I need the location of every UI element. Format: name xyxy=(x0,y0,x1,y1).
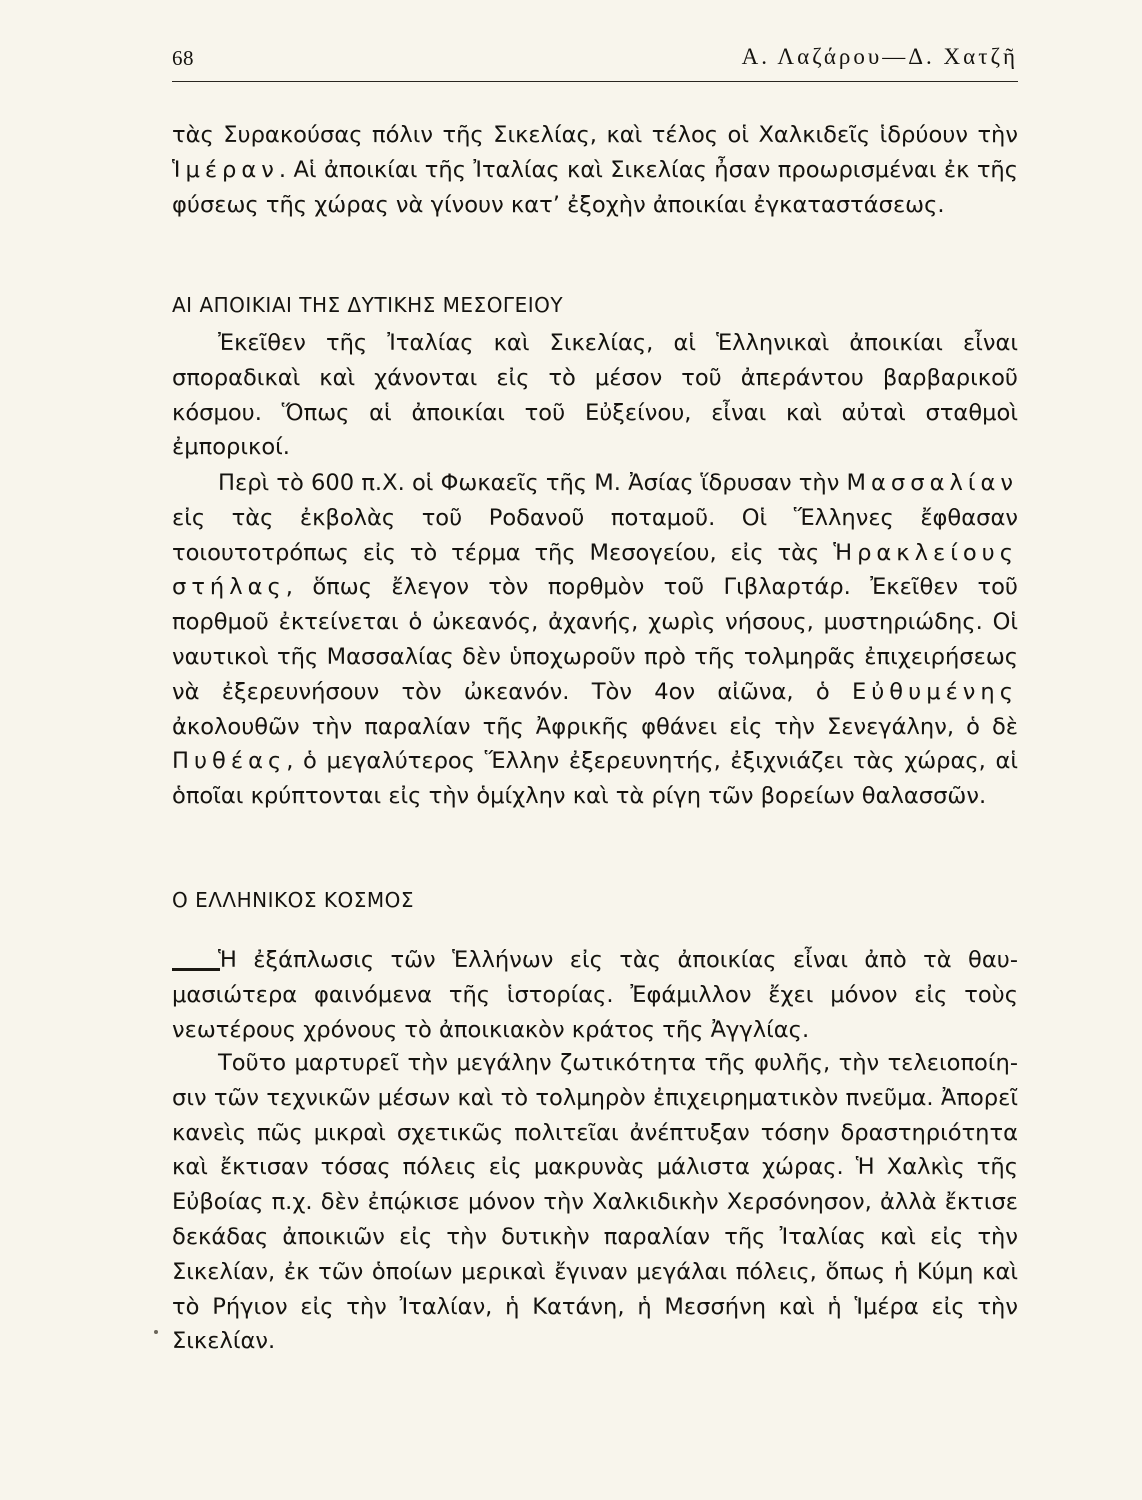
paragraph-1-text xyxy=(172,118,1018,222)
paragraph-3-part-e: , ὅπως ἔλεγον τὸν πορθμὸν τοῦ Γιβλαρτάρ. Ἐκεῖθεν τοῦ πορθμοῦ ἐκτείνεται ὁ ὠκεανός, ἀχανής, χωρὶς νήσους, μυστηριώδης. Οἱ ναυτικοὶ τῆς Μασσαλίας δὲν ὑποχωροῦν πρὸ τῆς τολμηρᾶς ἐπιχειρήσεως νὰ ἐξερευνήσουν τὸν ὠκεανόν. Τὸν 4ον αἰῶνα, ὁ xyxy=(172,574,1018,705)
paragraph-3-part-i: , ὁ μεγαλύτερος Ἕλλην ἐξερευνητής, ἐξιχνιάζει τὰς χώρας, αἱ ὁποῖαι κρύπτονται εἰς τὴν ὁμίχλην καὶ τὰ ρίγη τῶν βορείων θαλασσῶν. xyxy=(172,748,1018,810)
page-header xyxy=(172,44,1018,76)
paragraph-5 xyxy=(172,1046,1018,1359)
page-number: 68 xyxy=(172,46,194,70)
spaced-name-himera: Ἱμέραν xyxy=(172,156,279,183)
paragraph-2-text: Ἐκεῖθεν τῆς Ἰταλίας καὶ Σικελίας, αἱ Ἑλληνικαὶ ἀποικίαι εἶναι σποραδικαὶ καὶ χάνονται εἰς τὸ μέσον τοῦ ἀπεράντου βαρβαρικοῦ κόσμου. Ὅπως αἱ ἀποικίαι τοῦ Εὐξείνου, εἶναι καὶ αὐταὶ σταθμοὶ ἐμπορικοί. xyxy=(172,330,1018,461)
paragraph-3-text xyxy=(172,466,1018,814)
section-heading-western-mediterranean: ΑΙ ΑΠΟΙΚΙΑΙ ΤΗΣ ΔΥΤΙΚΗΣ ΜΕΣΟΓΕΙΟΥ xyxy=(172,293,564,317)
paragraph-3-part-g: ἀκολουθῶν τὴν παραλίαν τῆς Ἀφρικῆς φθάνει εἰς τὴν Σενεγάλην, ὁ δὲ xyxy=(172,713,1018,740)
paragraph-1-part-a: τὰς Συρακούσας πόλιν τῆς Σικελίας, καὶ τέλος οἱ Χαλκιδεῖς ἱδρύουν τὴν xyxy=(172,122,1018,148)
header-rule xyxy=(172,81,1018,82)
paragraph-1-part-c: . Αἱ ἀποικίαι τῆς Ἰταλίας καὶ Σικελίας ἦσαν προωρισμέναι ἐκ τῆς φύσεως τῆς χώρας νὰ γίνουν κατ’ ἐξοχὴν ἀποικίαι ἐγκαταστάσεως. xyxy=(172,156,1018,218)
section-heading-greek-world: Ο ΕΛΛΗΝΙΚΟΣ ΚΟΣΜΟΣ xyxy=(172,888,414,912)
spaced-name-herakleious-stelas: Ἡρακλείους στήλας xyxy=(172,539,1018,601)
paragraph-3-part-a: Περὶ τὸ 600 π.Χ. οἱ Φωκαεῖς τῆς Μ. Ἀσίας ἵδρυσαν τὴν xyxy=(218,470,847,496)
paragraph-4 xyxy=(172,943,1018,1047)
paragraph-3-part-c: εἰς τὰς ἐκβολὰς τοῦ Ροδανοῦ ποταμοῦ. Οἱ Ἕλληνες ἔφθασαν τοιουτοτρόπως εἰς τὸ τέρμα τῆς Μεσογείου, εἰς τὰς xyxy=(172,504,1018,566)
paragraph-1 xyxy=(172,118,1018,222)
spaced-name-pytheas: Πυθέας xyxy=(172,748,287,775)
spaced-name-euthymenes: Εὐθυμένης xyxy=(851,678,1018,705)
running-title: Α. Λαζάρου—Δ. Χατζῆ xyxy=(741,44,1018,69)
paragraph-4-text: Ἡ ἐξάπλωσις τῶν Ἑλλήνων εἰς τὰς ἀποικίας εἶναι ἀπὸ τὰ θαυμασιώτερα φαινόμενα τῆς ἱστορίας. Ἐφάμιλλον ἔχει μόνον εἰς τοὺς νεωτέρους χρόνους τὸ ἀποικιακὸν κράτος τῆς Ἀγγλίας. xyxy=(172,947,1018,1043)
paragraph-2 xyxy=(172,326,1018,465)
spaced-name-massalia: Μασσαλίαν xyxy=(846,470,1018,496)
paragraph-5-text: Τοῦτο μαρτυρεῖ τὴν μεγάλην ζωτικότητα τῆς φυλῆς, τὴν τελειοποίησιν τῶν τεχνικῶν μέσων καὶ τὸ τολμηρὸν ἐπιχειρηματικὸν πνεῦμα. Ἀπορεῖ κανεὶς πῶς μικραὶ σχετικῶς πολιτεῖαι ἀνέπτυξαν τόσην δραστηριότητα καὶ ἔκτισαν τόσας πόλεις εἰς μακρυνὰς μάλιστα χώρας. Ἡ Χαλκὶς τῆς Εὐβοίας π.χ. δὲν ἐπῴκισε μόνον τὴν Χαλκιδικὴν Χερσόνησον, ἀλλὰ ἔκτισε δεκάδας ἀποικιῶν εἰς τὴν δυτικὴν παραλίαν τῆς Ἰταλίας καὶ εἰς τὴν Σικελίαν, ἐκ τῶν ὁποίων μερικαὶ ἔγιναν μεγάλαι πόλεις, ὅπως ἡ Κύμη καὶ τὸ Ρήγιον εἰς τὴν Ἰταλίαν, ἡ Κατάνη, ἡ Μεσσήνη καὶ ἡ Ἱμέρα εἰς τὴν Σικελίαν. xyxy=(172,1050,1018,1355)
paragraph-3 xyxy=(172,466,1018,814)
margin-dot xyxy=(154,1330,158,1334)
